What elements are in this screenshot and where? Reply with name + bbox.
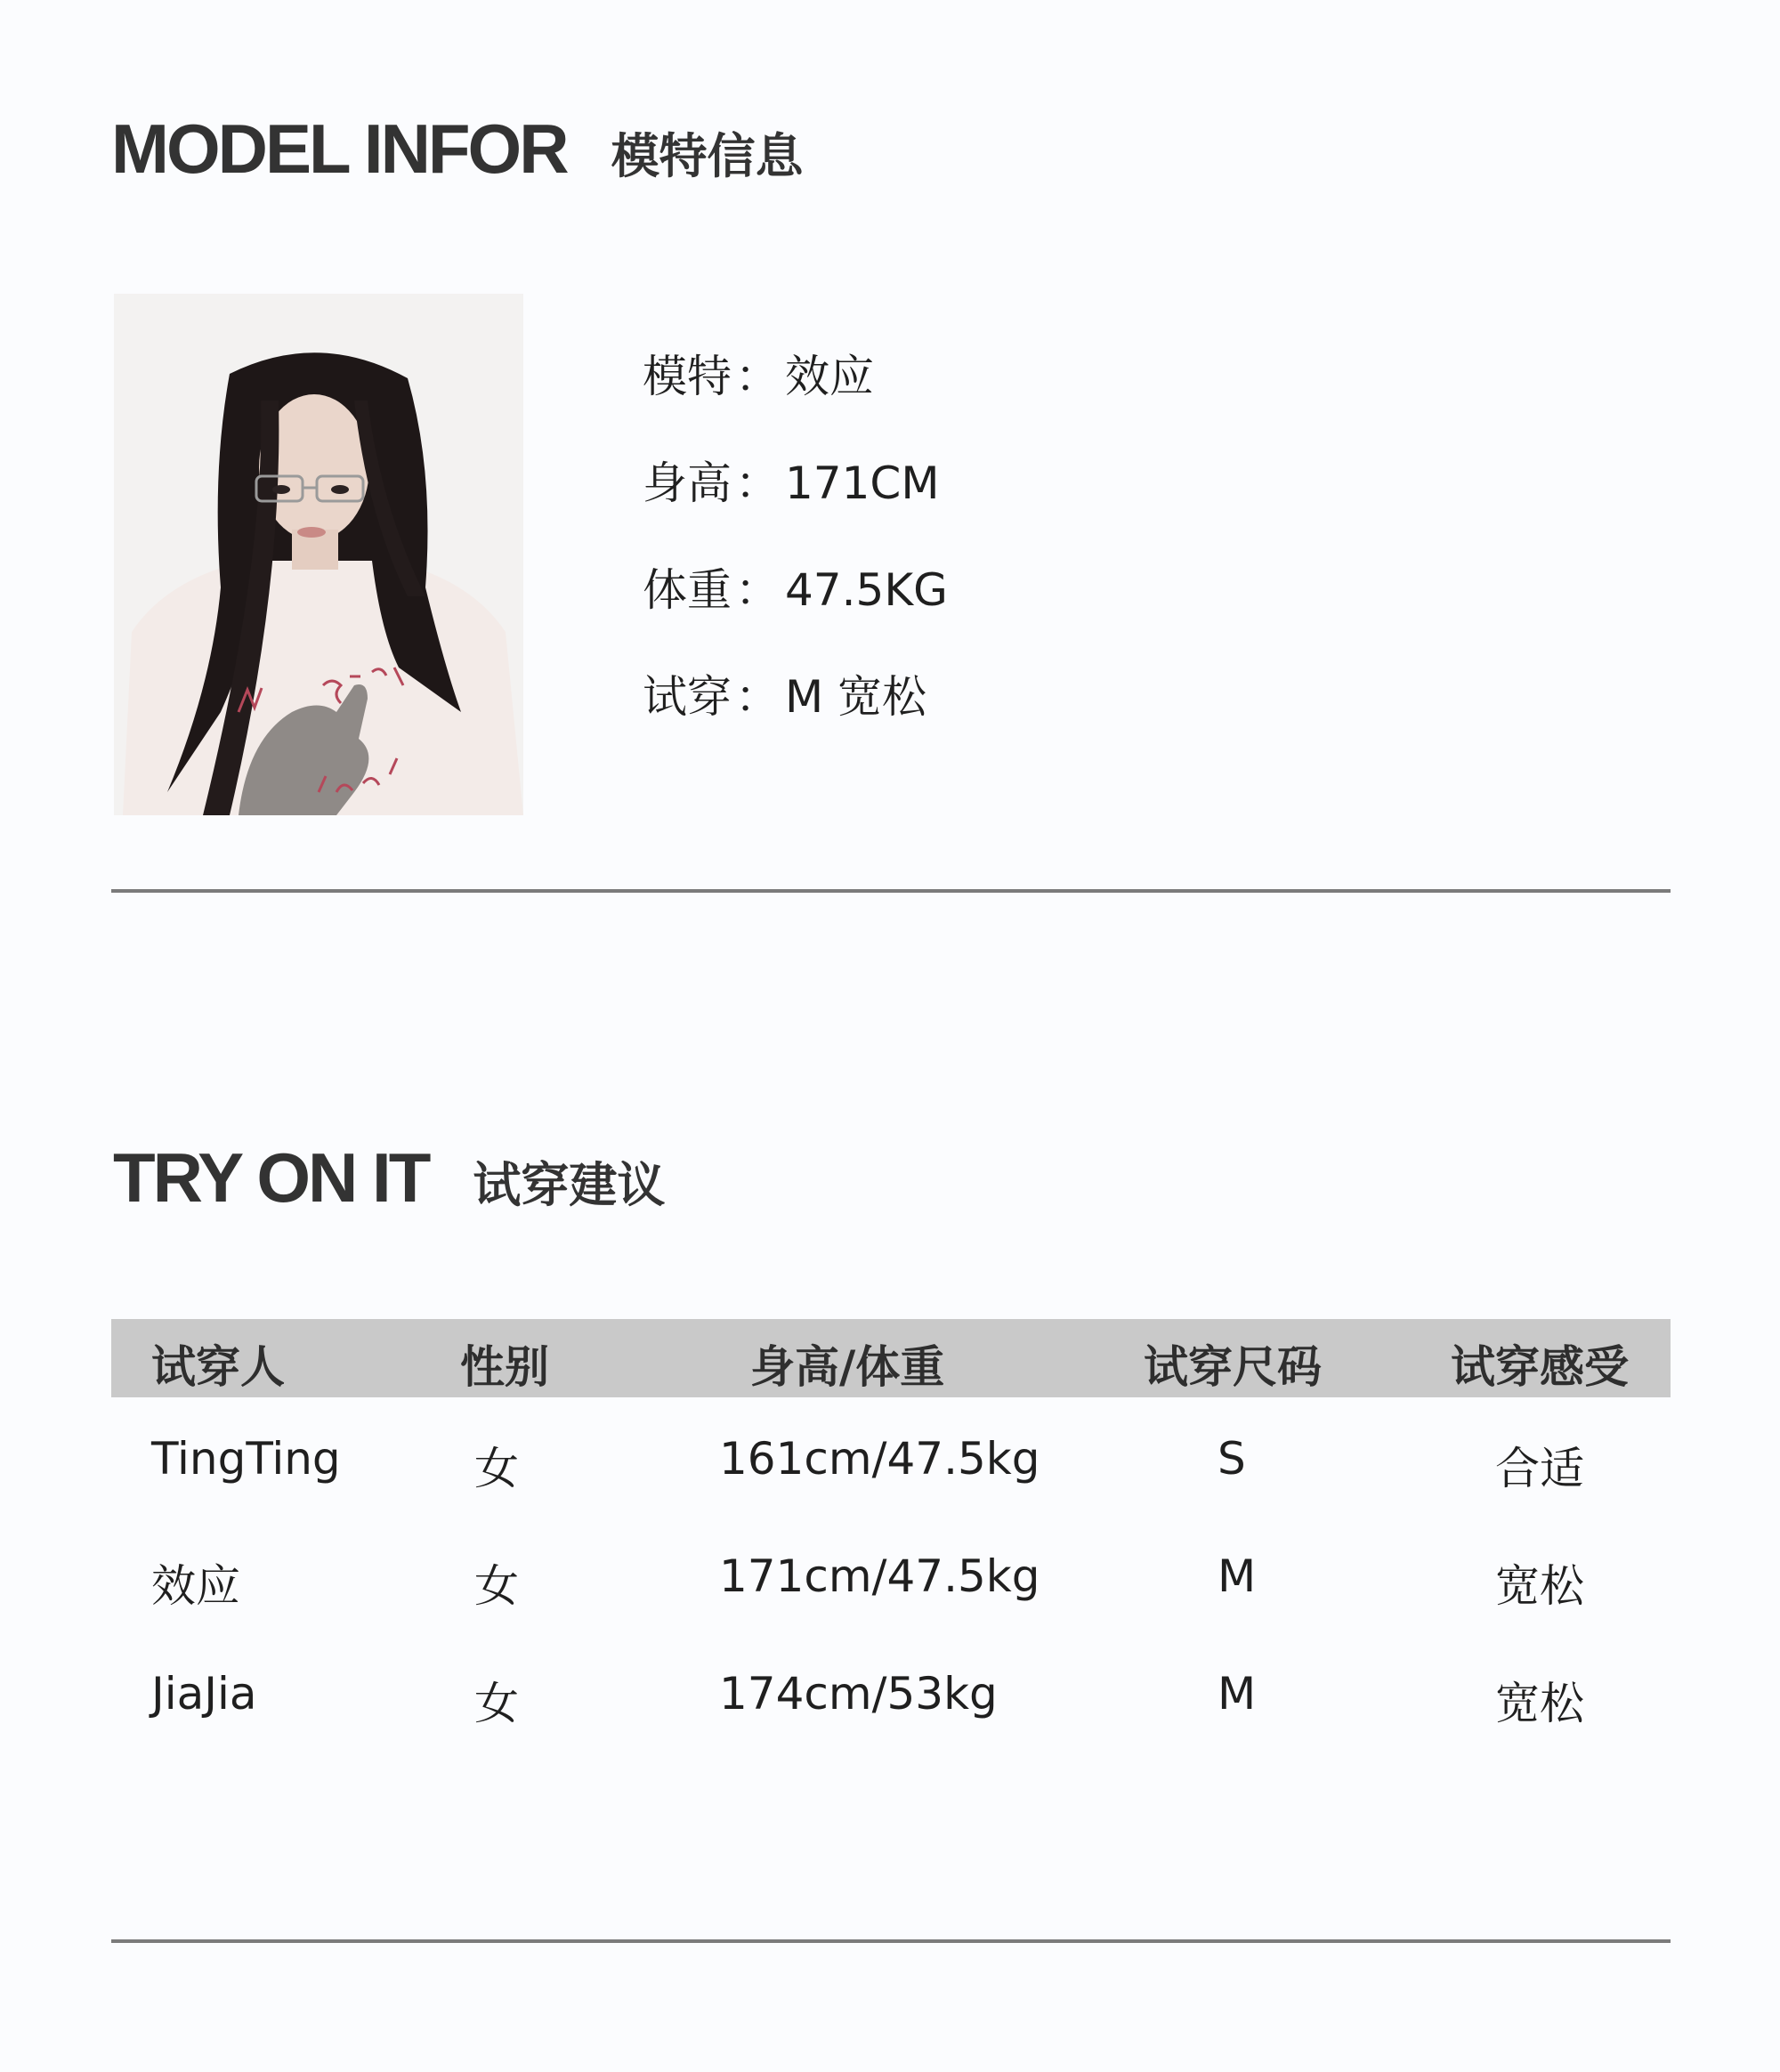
table-row bbox=[111, 1515, 1671, 1632]
header-cell-gender: 性别 bbox=[460, 1341, 549, 1393]
table-row bbox=[111, 1397, 1671, 1515]
table-cell: 女 bbox=[474, 1443, 519, 1494]
info-label: 体重 bbox=[643, 564, 732, 616]
info-row-weight bbox=[643, 559, 948, 666]
info-sep: ： bbox=[735, 564, 780, 616]
info-value: 效应 bbox=[785, 351, 874, 402]
try-section-title bbox=[113, 1137, 665, 1218]
try-title-cn: 试穿建议 bbox=[473, 1157, 666, 1213]
table-cell: 161cm/47.5kg bbox=[719, 1433, 1040, 1485]
header-cell-height-weight: 身高/体重 bbox=[750, 1341, 945, 1393]
info-label: 模特 bbox=[643, 351, 732, 402]
table-cell: JiaJia bbox=[151, 1668, 257, 1720]
model-info-list bbox=[643, 345, 948, 773]
info-sep: ： bbox=[735, 457, 780, 509]
table-cell: 女 bbox=[474, 1678, 519, 1729]
model-photo bbox=[114, 294, 523, 815]
divider-line bbox=[111, 889, 1671, 893]
table-cell: M bbox=[1218, 1668, 1257, 1720]
table-cell: 171cm/47.5kg bbox=[719, 1550, 1040, 1602]
table-cell: 宽松 bbox=[1495, 1678, 1584, 1729]
table-row bbox=[111, 1632, 1671, 1750]
info-row-tryon bbox=[643, 666, 948, 773]
info-value: 171CM bbox=[785, 457, 940, 509]
info-row-model bbox=[643, 345, 948, 452]
table-cell: 合适 bbox=[1495, 1443, 1584, 1494]
info-value: 47.5KG bbox=[785, 564, 948, 616]
table-cell: 女 bbox=[474, 1560, 519, 1612]
table-cell: 效应 bbox=[151, 1560, 240, 1612]
table-cell: S bbox=[1218, 1433, 1246, 1485]
table-cell: 174cm/53kg bbox=[719, 1668, 998, 1720]
info-label: 试穿 bbox=[643, 671, 732, 723]
info-row-height bbox=[643, 452, 948, 559]
info-sep: ： bbox=[735, 671, 780, 723]
model-title-cn: 模特信息 bbox=[611, 128, 804, 184]
info-value: M 宽松 bbox=[785, 671, 927, 723]
info-sep: ： bbox=[735, 351, 780, 402]
header-cell-size: 试穿尺码 bbox=[1144, 1341, 1322, 1393]
table-header bbox=[111, 1319, 1671, 1397]
divider-line bbox=[111, 1939, 1671, 1943]
info-label: 身高 bbox=[643, 457, 732, 509]
table-cell: 宽松 bbox=[1495, 1560, 1584, 1612]
model-section-title bbox=[111, 109, 804, 190]
model-title-en: MODEL INFOR bbox=[111, 109, 567, 188]
header-cell-person: 试穿人 bbox=[151, 1341, 285, 1393]
try-on-table bbox=[111, 1319, 1671, 1750]
table-cell: M bbox=[1218, 1550, 1257, 1602]
header-cell-feeling: 试穿感受 bbox=[1451, 1341, 1629, 1393]
try-title-en: TRY ON IT bbox=[113, 1138, 429, 1217]
table-cell: TingTing bbox=[151, 1433, 341, 1485]
